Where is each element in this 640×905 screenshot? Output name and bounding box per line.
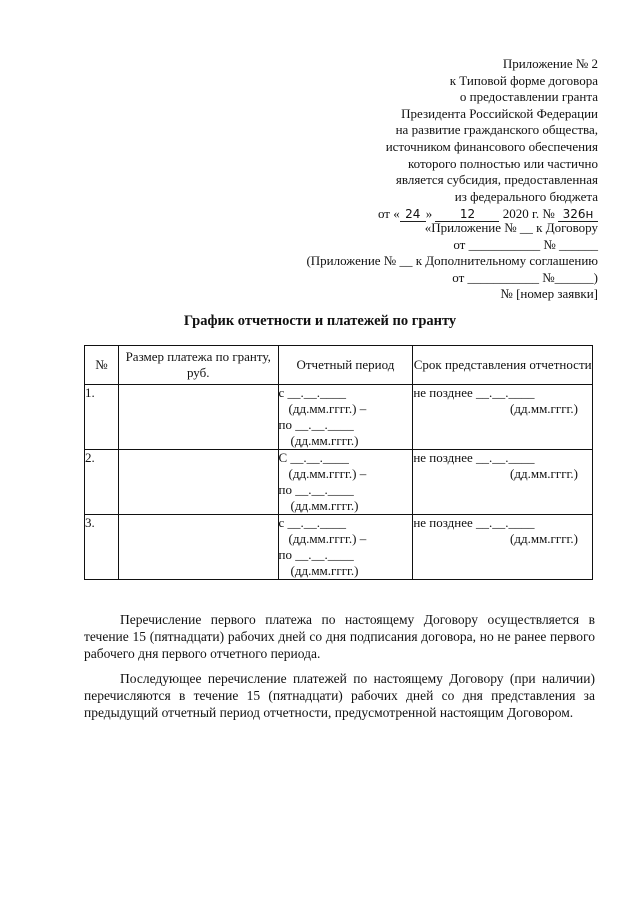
header-reporting-period: Отчетный период (278, 346, 413, 385)
reference-line: от ___________ № ______ (453, 236, 598, 252)
deadline-format: (дд.мм.гггг.) (510, 531, 578, 546)
table-row (85, 515, 593, 580)
payment-size-cell (118, 385, 278, 450)
row-number: 2. (85, 450, 119, 515)
date-prefix: от « (377, 206, 400, 222)
row-number: 3. (85, 515, 119, 580)
appendix-header (268, 56, 598, 223)
reference-line: «Приложение № __ к Договору (424, 220, 598, 235)
header-payment-size: Размер платежа по гранту, руб. (118, 346, 278, 385)
header-line: источником финансового обеспечения (385, 138, 598, 154)
header-line: Президента Российской Федерации (401, 105, 598, 121)
document-title: График отчетности и платежей по гранту (183, 313, 457, 329)
reference-line: от ___________ №______) (452, 269, 598, 285)
period-from: с __.__.____ (278, 515, 347, 530)
header-line: Приложение № 2 (502, 56, 598, 71)
paragraph: Перечисление первого платежа по настоящему Договору осуществляется в течение 15 (пятнадцати) рабочих дней со дня подписания договора, но не ранее первого рабочего дня первого отчетного периода. (84, 612, 595, 662)
header-line: на развитие гражданского общества, (395, 122, 598, 138)
deadline-cell (413, 450, 593, 515)
table-row (85, 385, 593, 450)
payment-size-cell (118, 515, 278, 580)
deadline-format: (дд.мм.гггг.) (510, 466, 578, 481)
period-format: (дд.мм.гггг.) – (288, 466, 367, 481)
period-format: (дд.мм.гггг.) (290, 563, 359, 578)
deadline-text: не позднее __.__.____ (413, 515, 535, 530)
date-day-handwritten: 24 (400, 208, 426, 222)
period-format: (дд.мм.гггг.) (290, 498, 359, 513)
deadline-text: не позднее __.__.____ (413, 450, 535, 465)
reporting-schedule-table (84, 345, 593, 580)
period-to: по __.__.____ (278, 482, 354, 497)
header-line: к Типовой форме договора (449, 72, 598, 88)
period-format: (дд.мм.гггг.) – (288, 401, 367, 416)
date-mid: » (425, 206, 433, 222)
payment-terms-text (84, 611, 595, 728)
reference-line: № [номер заявки] (500, 286, 598, 302)
period-from: с __.__.____ (278, 385, 347, 400)
deadline-format: (дд.мм.гггг.) (510, 401, 578, 416)
date-year: 2020 г. № (502, 206, 555, 222)
period-format: (дд.мм.гггг.) (290, 433, 359, 448)
date-month-handwritten: 12 (435, 208, 499, 222)
deadline-cell (413, 385, 593, 450)
reporting-period-cell (278, 450, 413, 515)
deadline-text: не позднее __.__.____ (413, 385, 535, 400)
period-from: С __.__.____ (278, 450, 349, 465)
header-line: из федерального бюджета (454, 188, 598, 204)
reference-line: (Приложение № __ к Дополнительному соглашению (306, 253, 598, 269)
period-to: по __.__.____ (278, 417, 354, 432)
paragraph: Последующее перечисление платежей по настоящему Договору (при наличии) перечисляются в течение 15 (пятнадцати) рабочих дней со дня представления за предыдущий отчетный период отчетности, предусмотренной настоящим Договором. (84, 670, 595, 721)
period-to: по __.__.____ (278, 547, 354, 562)
reporting-period-cell (278, 515, 413, 580)
header-line: является субсидия, предоставленная (395, 172, 598, 188)
header-num: № (85, 346, 119, 385)
table-header-row (85, 346, 593, 385)
payment-size-cell (118, 450, 278, 515)
order-number-handwritten: 326н (558, 208, 598, 222)
header-line: о предоставлении гранта (459, 89, 598, 105)
header-line: которого полностью или частично (407, 155, 598, 171)
row-number: 1. (85, 385, 119, 450)
contract-reference (238, 220, 598, 303)
table-row (85, 450, 593, 515)
deadline-cell (413, 515, 593, 580)
header-deadline: Срок представления отчетности (413, 346, 593, 385)
reporting-period-cell (278, 385, 413, 450)
period-format: (дд.мм.гггг.) – (288, 531, 367, 546)
